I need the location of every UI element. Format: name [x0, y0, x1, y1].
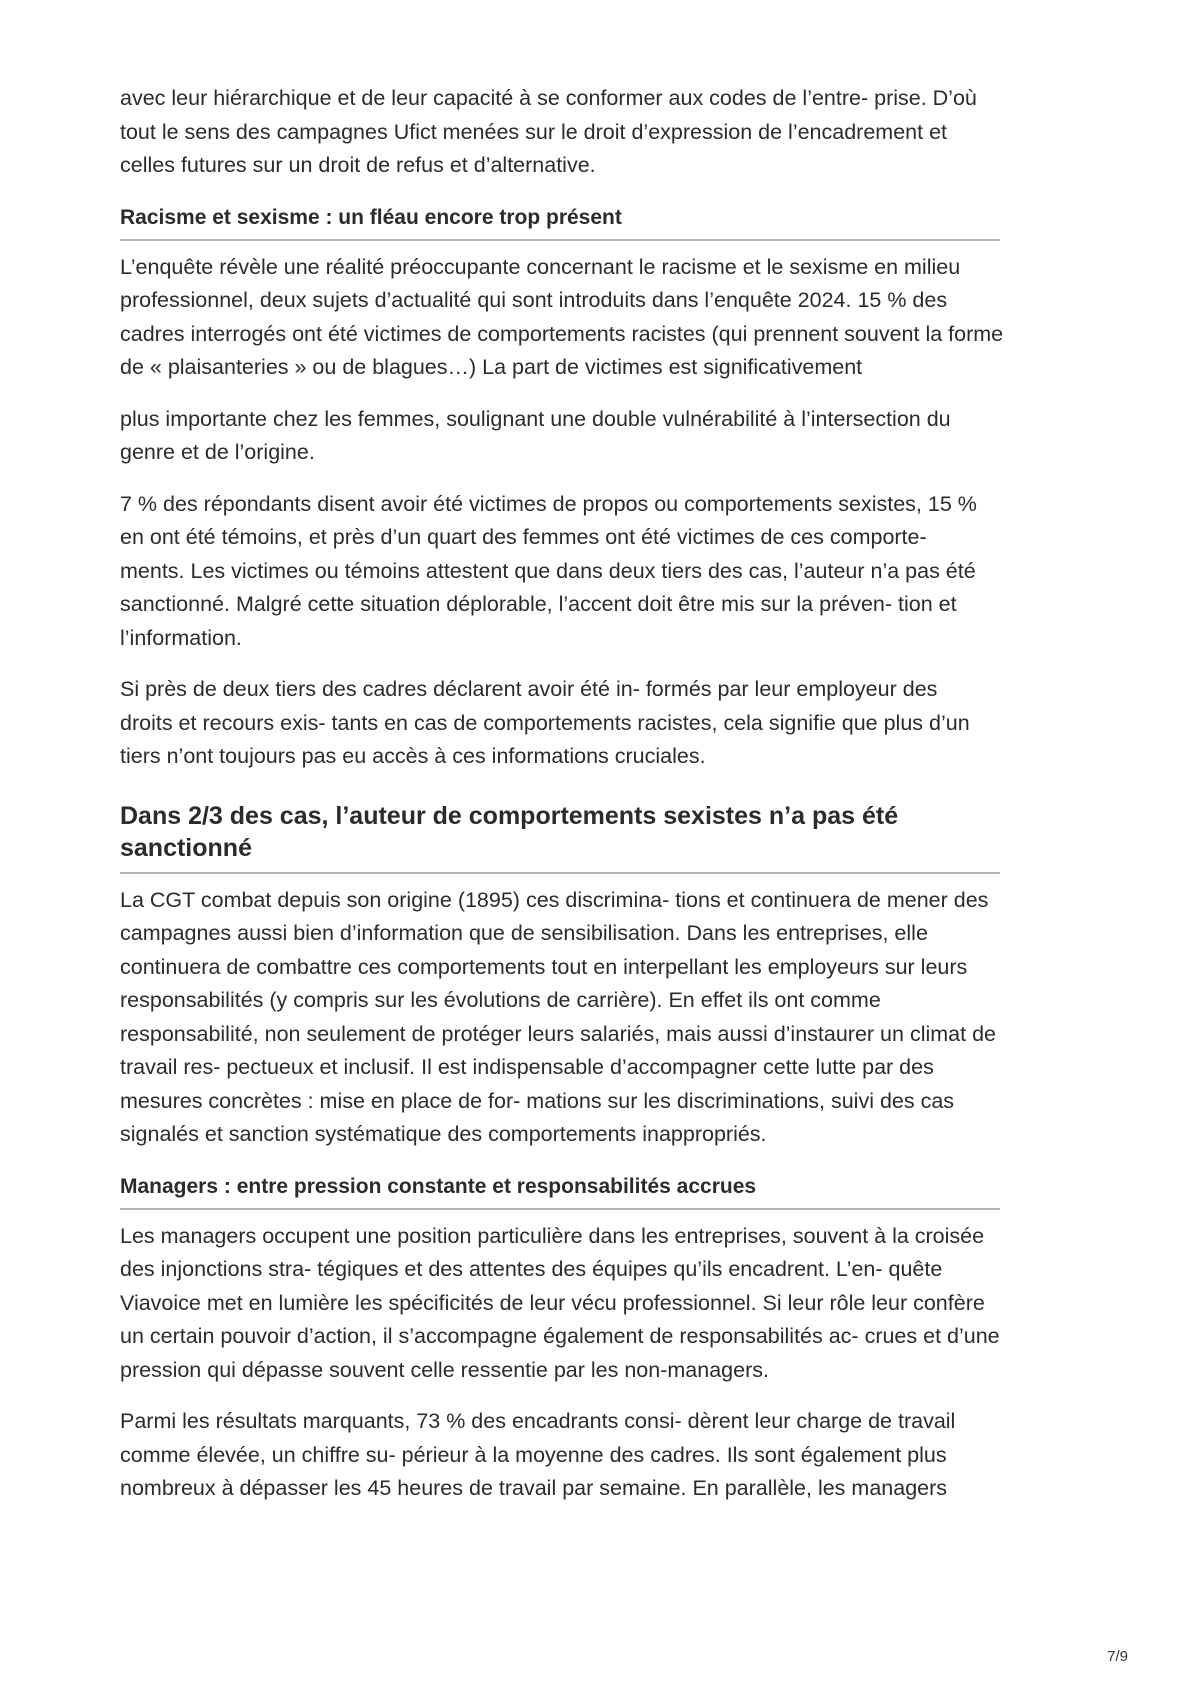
paragraph-resultats-marquants: Parmi les résultats marquants, 73 % des encadrants consi- dèrent leur charge de travail comme élevée, un chiffre su- périeur à la moyenne des cadres. Ils sont également plus nombreux à dépasser les 45 heures de travail par semaine. En parallèle, les managers — [120, 1409, 956, 1500]
paragraph-managers-position: Les managers occupent une position particulière dans les entreprises, souvent à la croisée des injonctions stra- tégiques et des attentes des équipes qu’ils encadrent. L’en- quête Viavoice met en lumière les spécificités de leur vécu professionnel. Si leur rôle leur confère un certain pouvoir d’action, il s’accompagne également de responsabilités ac- crues et d’une pression qui dépasse souvent celle ressentie par les non-managers. — [120, 1223, 1000, 1382]
paragraph-femmes-vulnerabilite: plus importante chez les femmes, soulignant une double vulnérabilité à l’intersection du genre et de l’origine. — [120, 406, 951, 464]
paragraph-hierarchy-codes: avec leur hiérarchique et de leur capacité à se conformer aux codes de l’entre- prise. D’où tout le sens des campagnes Ufict menées sur le droit d’expression de l’encadrement et celles futures sur un droit de refus et d’alternative. — [120, 86, 977, 177]
page-number: 7/9 — [1107, 1648, 1128, 1665]
paragraph-informes-droits: Si près de deux tiers des cadres déclarent avoir été in- formés par leur employeur des droits et recours exis- tants en cas de comportements racistes, cela signifie que plus d’un tiers n’ont toujours pas eu accès à ces informations cruciales. — [120, 677, 970, 768]
paragraph-enquete-racisme: L’enquête révèle une réalité préoccupante concernant le racisme et le sexisme en milieu professionnel, deux sujets d’actualité qui sont introduits dans l’enquête 2024. 15 % des cadres interrogés ont été victimes de comportements racistes (qui prennent souvent la forme de « plaisanteries » ou de blagues…) La part de victimes est significativement — [120, 254, 1004, 379]
paragraph-sexisme-chiffres: 7 % des répondants disent avoir été victimes de propos ou comportements sexistes, 15 % en ont été témoins, et près d’un quart des femmes ont été victimes de ces comporte- ments. Les victimes ou témoins attestent que dans deux tiers des cas, l’auteur n’a pas été sanctionné. Malgré cette situation déplorable, l’accent doit être mis sur la préven- tion et l’information. — [120, 491, 977, 650]
heading-sanction: Dans 2/3 des cas, l’auteur de comportements sexistes n’a pas été sanctionné — [120, 800, 1000, 874]
heading-racisme-sexisme: Racisme et sexisme : un fléau encore trop présent — [120, 203, 1000, 241]
paragraph-cgt-combat: La CGT combat depuis son origine (1895) ces discrimina- tions et continuera de mener des campagnes aussi bien d’information que de sensibilisation. Dans les entreprises, elle continuera de combattre ces comportements tout en interpellant les employeurs sur leurs responsabilités (y compris sur les évolutions de carrière). En effet ils ont comme responsabilité, non seulement de protéger leurs salariés, mais aussi d’instaurer un climat de travail res- pectueux et inclusif. Il est indispensable d’accompagner cette lutte par des mesures concrètes : mise en place de for- mations sur les discriminations, suivi des cas signalés et sanction systématique des comportements inappropriés. — [120, 887, 996, 1146]
document-page — [120, 82, 1080, 1506]
heading-managers: Managers : entre pression constante et responsabilités accrues — [120, 1172, 1000, 1210]
